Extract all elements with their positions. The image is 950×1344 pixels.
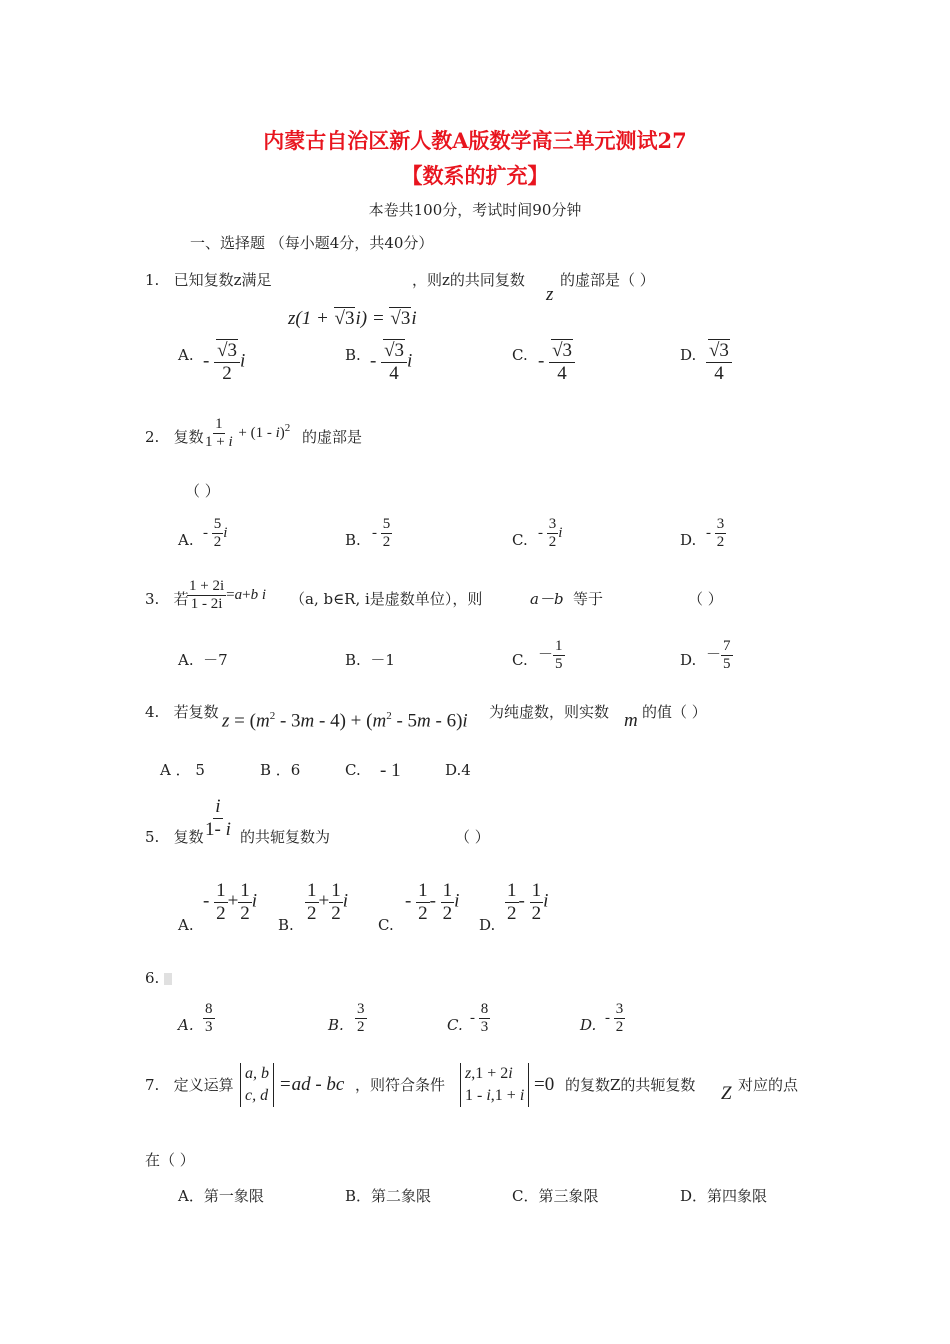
q2-option-b: - $\frac{5}{2}$	[372, 516, 391, 551]
q6-option-c-label: C.	[447, 1016, 463, 1034]
q6-option-b: $\frac{3}{2}$	[357, 1001, 365, 1036]
q5-option-b-label: B.	[278, 916, 294, 934]
q7-option-c: C．第三象限	[512, 1187, 599, 1205]
q6-option-a: $\frac{8}{3}$	[205, 1001, 213, 1036]
q5-answer-paren: （ ）	[455, 828, 490, 846]
q3-option-a: A. －7	[178, 651, 228, 669]
q3-option-c-label: C.	[512, 651, 528, 669]
q1-option-a: - $\frac{√3}{2}$ i	[203, 340, 246, 384]
q2-text-post: 的虚部是	[302, 428, 363, 446]
q4-option-b: B ．6	[260, 761, 301, 779]
q3-a-minus-b: a－b	[530, 590, 564, 608]
q1-equation: z(1 + √3i) = √3i	[288, 308, 417, 329]
question-3: 3. 若	[145, 590, 189, 608]
q2-option-a: - $\frac{5}{2}$ i	[203, 516, 228, 551]
q7-line2: 在（ ）	[145, 1151, 195, 1169]
q6-option-c: - $\frac{8}{3}$	[470, 1001, 489, 1036]
document-subtitle: 【数系的扩充】	[401, 163, 549, 188]
q2-option-d-label: D.	[680, 531, 697, 549]
q1-option-b: - $\frac{√3}{4}$ i	[370, 340, 413, 384]
q4-option-c-label: C.	[345, 761, 361, 779]
q3-option-d: － $\frac{7}{5}$	[706, 638, 731, 673]
q5-expression: $\frac{i}{1- i}$	[205, 796, 231, 840]
q6-option-b-label: B.	[328, 1016, 344, 1034]
q3-text-post-b: 等于	[573, 590, 604, 608]
q3-option-d-label: D.	[680, 651, 697, 669]
q1-text-post: 的虚部是（ ）	[560, 271, 655, 289]
q7-option-a: A．第一象限	[178, 1187, 264, 1205]
q4-equation: $z = (m^2 - 3m - 4) + (m^2 - 5m - 6)i$	[222, 710, 468, 732]
q5-text-post: 的共轭复数为	[240, 828, 331, 846]
q4-text-post2: 的值（ ）	[642, 703, 707, 721]
document-title: 内蒙古自治区新人教A版数学高三单元测试27	[263, 128, 687, 153]
q6-option-a-label: A.	[178, 1016, 194, 1034]
q6-option-d: - $\frac{3}{2}$	[605, 1001, 624, 1036]
q3-option-c: － $\frac{1}{5}$	[538, 638, 563, 673]
q3-expression: $\frac{1 + 2i}{1 - 2i}$ =a+b i	[189, 578, 266, 613]
q5-option-b: $\frac{1}{2}$ + $\frac{1}{2}$ i	[307, 880, 348, 924]
q5-option-c-label: C.	[378, 916, 394, 934]
q5-option-a: - $\frac{1}{2}$ + $\frac{1}{2}$ i	[203, 880, 258, 924]
q4-option-c: - 1	[380, 760, 401, 781]
q1-option-d: $\frac{√3}{4}$	[706, 340, 732, 385]
q7-option-b: B．第二象限	[345, 1187, 432, 1205]
q4-text-post: 为纯虚数，则实数	[489, 703, 610, 721]
q1-text-mid: ，则z的共同复数	[412, 271, 525, 289]
q3-option-b: B. －1	[345, 651, 395, 669]
q1-option-c: - $\frac{√3}{4}$	[538, 340, 575, 385]
q5-option-a-label: A.	[178, 916, 194, 934]
q4-variable-m: m	[624, 710, 638, 731]
q2-option-d: - $\frac{3}{2}$	[706, 516, 725, 551]
question-7: 7. 定义运算	[145, 1076, 234, 1094]
q2-option-c-label: C.	[512, 531, 528, 549]
q5-option-d: $\frac{1}{2}$ - $\frac{1}{2}$ i	[507, 880, 549, 924]
section-heading: 一、选择题 （每小题4分，共40分）	[190, 234, 434, 252]
q1-option-c-label: C.	[512, 346, 528, 364]
q7-determinant-definition: a, b c, d =ad - bc	[240, 1063, 344, 1107]
q1-option-a-label: A.	[178, 346, 194, 364]
q4-option-d: D.4	[445, 761, 471, 779]
exam-info: 本卷共100分，考试时间90分钟	[368, 201, 582, 219]
question-6: 6.	[145, 968, 172, 988]
missing-image-placeholder	[164, 973, 172, 985]
q3-text-post-a: （a, b∈R, i是虚数单位），则	[290, 590, 483, 608]
q2-answer-paren: （ ）	[185, 482, 220, 500]
q7-conjugate-z: Z	[721, 1083, 732, 1104]
q7-text-mid: ，则符合条件	[355, 1076, 446, 1094]
q4-option-a: A ． 5	[160, 761, 205, 779]
q7-text-post2: 对应的点	[738, 1076, 799, 1094]
q1-option-b-label: B.	[345, 346, 361, 364]
question-1: 1. 已知复数z满足	[145, 271, 272, 289]
q7-determinant-condition: z,1 + 2i 1 - i,1 + i =0	[460, 1063, 554, 1107]
q3-answer-paren: （ ）	[688, 590, 723, 608]
question-4: 4. 若复数	[145, 703, 219, 721]
q7-text-post: 的复数Z的共轭复数	[565, 1076, 696, 1094]
q1-conjugate-z: z	[546, 284, 554, 305]
q1-option-d-label: D.	[680, 346, 697, 364]
q2-option-a-label: A.	[178, 531, 194, 549]
q2-option-c: - $\frac{3}{2}$ i	[538, 516, 563, 551]
q6-option-d-label: D.	[580, 1016, 597, 1034]
question-5: 5. 复数	[145, 828, 204, 846]
q5-option-d-label: D.	[479, 916, 496, 934]
q2-option-b-label: B.	[345, 531, 361, 549]
q2-expression: $\frac{1}{1 + i}$ + (1 - i)$^2$	[205, 416, 291, 451]
q5-option-c: - $\frac{1}{2}$ - $\frac{1}{2}$ i	[405, 880, 460, 924]
question-2: 2. 复数	[145, 428, 204, 446]
q7-option-d: D．第四象限	[680, 1187, 768, 1205]
